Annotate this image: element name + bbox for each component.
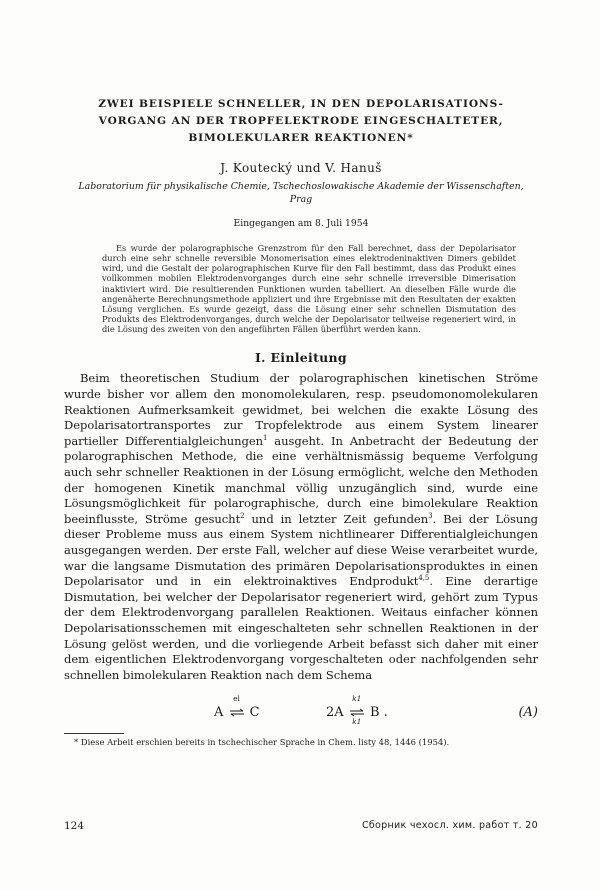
rate-constant-forward: k1 xyxy=(352,693,362,703)
body-text: Beim theoretischen Studium der polarographischen kinetischen Ströme wurde bisher vor allem den monomolekularen, resp. pseudomonomolekularen Reaktionen Aufmerksamkeit gewidmet, bei welchen die exakte Lösung des Depolarisatortransportes zur Tropfelektrode aus einem System linearer partieller Differentialgleichungen xyxy=(64,371,538,448)
double-arrow-icon xyxy=(349,708,365,717)
rate-constant-backward: k1 xyxy=(352,716,362,726)
double-arrow-icon xyxy=(229,708,245,717)
abstract: Es wurde der polarographische Grenzstrom für den Fall berechnet, dass der Depolarisator durch eine sehr schnelle reversible Monomerisation eines elektrodeninaktiven Dimers gebildet wird, und die Gestalt der polarographischen Kurve für den Fall bestimmt, dass das Produkt eines vollkommen mobilen Elektrodenvorganges durch eine sehr schnelle irreversible Dimerisation inaktiviert wird. Die resultierenden Funktionen wurden tabelliert. An dieselben Fälle wurde die angenäherte Berechnungsmethode appliziert und ihre Ergebnisse mit den Resultaten der exakten Lösung verglichen. Es wurde gezeigt, dass die Lösung einer sehr schnellen Dismutation des Produkts des Elektrodenvorganges, durch welche der Depolarisator teilweise regeneriert wird, in die Lösung des zweiten von den angeführten Fällen überführt werden kann. xyxy=(102,243,516,335)
received-date: Eingegangen am 8. Juli 1954 xyxy=(233,218,369,229)
body-text: . Eine derartige Dismutation, bei welcher der Depolarisator regeneriert wird, gehört zum Typus der dem Elektrodenvorgang parallelen Reaktionen. Weitaus einfacher können Depolarisationsschemen mit eingeschalteten sehr schnellen Reaktionen in der Lösung gelöst werden, und die vorliegende Arbeit befasst sich daher mit einer dem eigentlichen Elektrodenvorgang vorgeschalteten oder nachfolgenden sehr schnellen bimolekularen Reaktion nach dem Schema xyxy=(64,574,539,682)
affiliation: Laboratorium für physikalische Chemie, Tschechoslowakische Akademie der Wissenschaften, Prag xyxy=(78,181,524,205)
journal-name: Сборник чехосл. хим. работ т. 20 xyxy=(361,820,538,831)
title-line: ZWEI BEISPIELE SCHNELLER, IN DEN DEPOLARISATIONS- xyxy=(98,98,504,110)
equilibrium-arrow xyxy=(348,693,366,726)
reaction-electrode xyxy=(214,693,260,720)
body-text: und in letzter Zeit gefunden xyxy=(244,511,429,526)
article-page xyxy=(64,96,538,747)
article-title xyxy=(64,96,538,147)
reaction-scheme xyxy=(64,695,538,729)
title-line: VORGANG AN DER TROPFELEKTRODE EINGESCHALTETER, xyxy=(98,115,504,127)
scheme-label: (A) xyxy=(518,704,538,720)
title-line: BIMOLEKULARER REAKTIONEN* xyxy=(188,132,414,144)
arrow-label: el xyxy=(233,693,240,703)
page-number: 124 xyxy=(64,820,85,832)
footnote: * Diese Arbeit erschien bereits in tschechischer Sprache in Chem. listy 48, 1446 (1954). xyxy=(74,736,450,747)
author-line: J. Koutecký und V. Hanuš xyxy=(220,161,382,175)
footnote-divider xyxy=(64,733,124,734)
body-text: ausgeht. In Anbetracht der Bedeutung der polarographischen Methode, die eine verhältnismässig bequeme Verfolgung auch sehr schneller Reaktionen in der Lösung ermöglicht, welche den Methoden der homogenen Kinetik manchmal völlig unzugänglich sind, wurde eine Lösungsmöglichkeit für polarographische, durch eine bimolekulare Reaktion beeinflusste, Ströme gesucht xyxy=(64,433,538,526)
reference-marker: 4,5 xyxy=(418,574,430,583)
reactant: 2A xyxy=(326,704,344,720)
reactant: A xyxy=(214,704,224,720)
reaction-dimerization xyxy=(326,693,388,726)
reference-marker: 2 xyxy=(240,511,245,520)
product: B . xyxy=(369,704,388,720)
body-text: . Bei der Lösung dieser Probleme muss aus einem System nichtlinearer Differentialgleichungen ausgegangen werden. Der erste Fall, welcher auf diese Weise verarbeitet wurde, war die langsame Dismutation des primären Depolarisationsproduktes in einen Depolarisator und in ein elektroinaktives Endprodukt xyxy=(64,511,538,589)
body-paragraph xyxy=(64,371,538,683)
page-footer xyxy=(64,820,538,832)
section-heading: I. Einleitung xyxy=(255,350,347,366)
reference-marker: 1 xyxy=(263,433,268,442)
product: C xyxy=(249,704,260,720)
reference-marker: 3 xyxy=(428,511,433,520)
equilibrium-arrow xyxy=(228,693,246,720)
